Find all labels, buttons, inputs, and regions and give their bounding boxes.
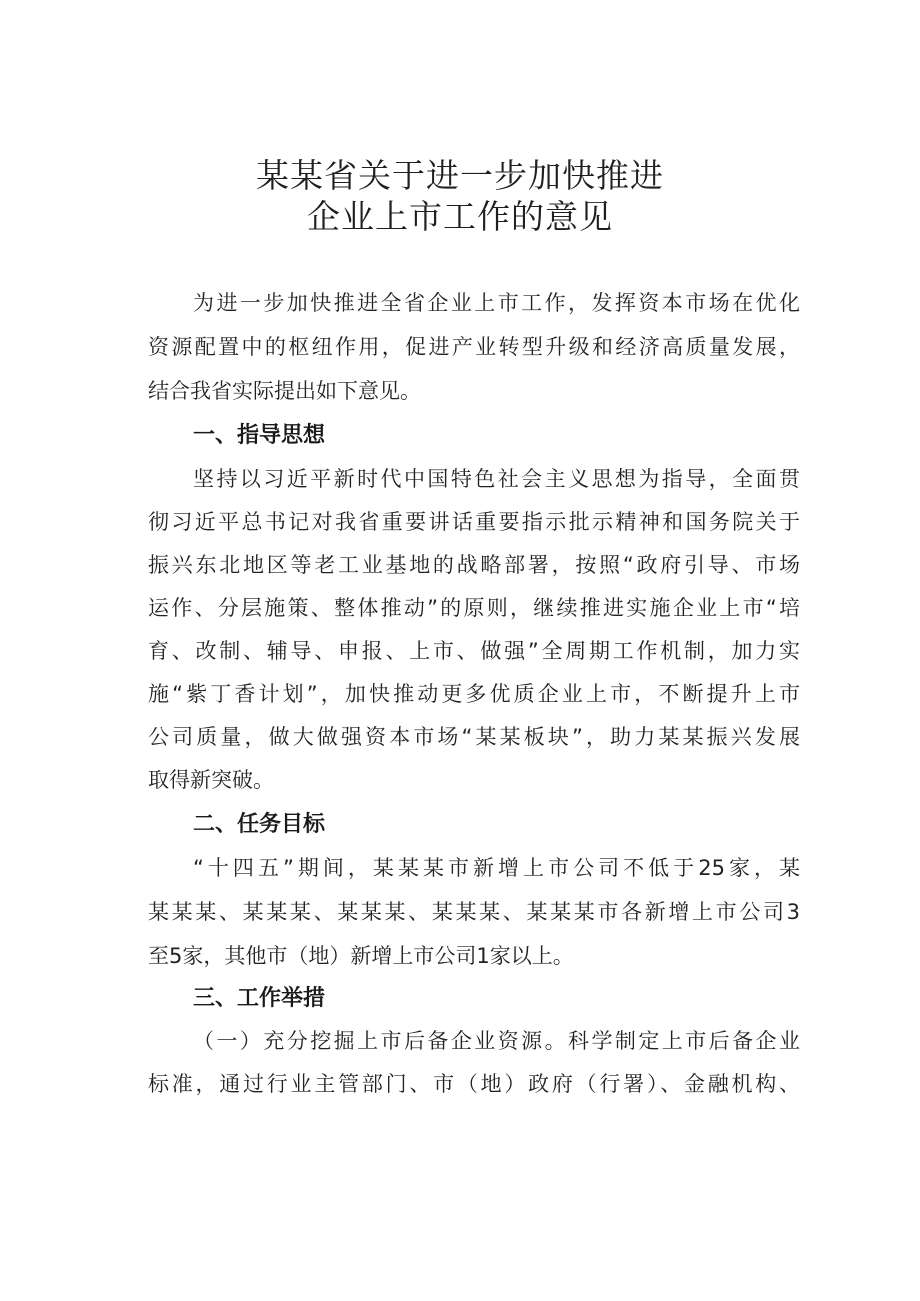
paragraph-line: 取得新突破。 [148, 768, 274, 792]
paragraph-line: （一）充分挖掘上市后备企业资源。科学制定上市后备企业 [193, 1029, 800, 1053]
paragraph-line: 为进一步加快推进全省企业上市工作，发挥资本市场在优化 [193, 291, 800, 315]
document-title-line-2: 企业上市工作的意见 [307, 197, 613, 236]
paragraph-line: 结合我省实际提出如下意见。 [148, 379, 421, 403]
paragraph-line: 某某某、某某某、某某某、某某某、某某某市各新增上市公司3 [148, 900, 800, 924]
section-heading-work-measures: 三、工作举措 [193, 986, 326, 1011]
paragraph-line: 彻习近平总书记对我省重要讲话重要指示批示精神和国务院关于 [148, 510, 800, 534]
paragraph-line: 坚持以习近平新时代中国特色社会主义思想为指导，全面贯 [193, 467, 800, 491]
section-heading-task-goals: 二、任务目标 [193, 812, 326, 837]
paragraph-line: 至5家，其他市（地）新增上市公司1家以上。 [148, 944, 574, 968]
paragraph-line: 运作、分层施策、整体推动”的原则，继续推进实施企业上市“培 [148, 596, 800, 620]
section-heading-guiding-ideology: 一、指导思想 [193, 423, 326, 448]
document-title-line-1: 某某省关于进一步加快推进 [256, 156, 664, 195]
paragraph-line: 育、改制、辅导、申报、上市、做强”全周期工作机制，加力实 [148, 639, 800, 663]
paragraph-line: “十四五”期间，某某某市新增上市公司不低于25家，某 [193, 856, 800, 880]
paragraph-line: 施“紫丁香计划”，加快推动更多优质企业上市，不断提升上市 [148, 682, 800, 706]
paragraph-line: 振兴东北地区等老工业基地的战略部署，按照“政府引导、市场 [148, 553, 800, 577]
paragraph-line: 标准，通过行业主管部门、市（地）政府（行署）、金融机构、 [148, 1072, 800, 1096]
paragraph-line: 公司质量，做大做强资本市场“某某板块”，助力某某振兴发展 [148, 725, 800, 749]
paragraph-line: 资源配置中的枢纽作用，促进产业转型升级和经济高质量发展， [148, 335, 800, 359]
